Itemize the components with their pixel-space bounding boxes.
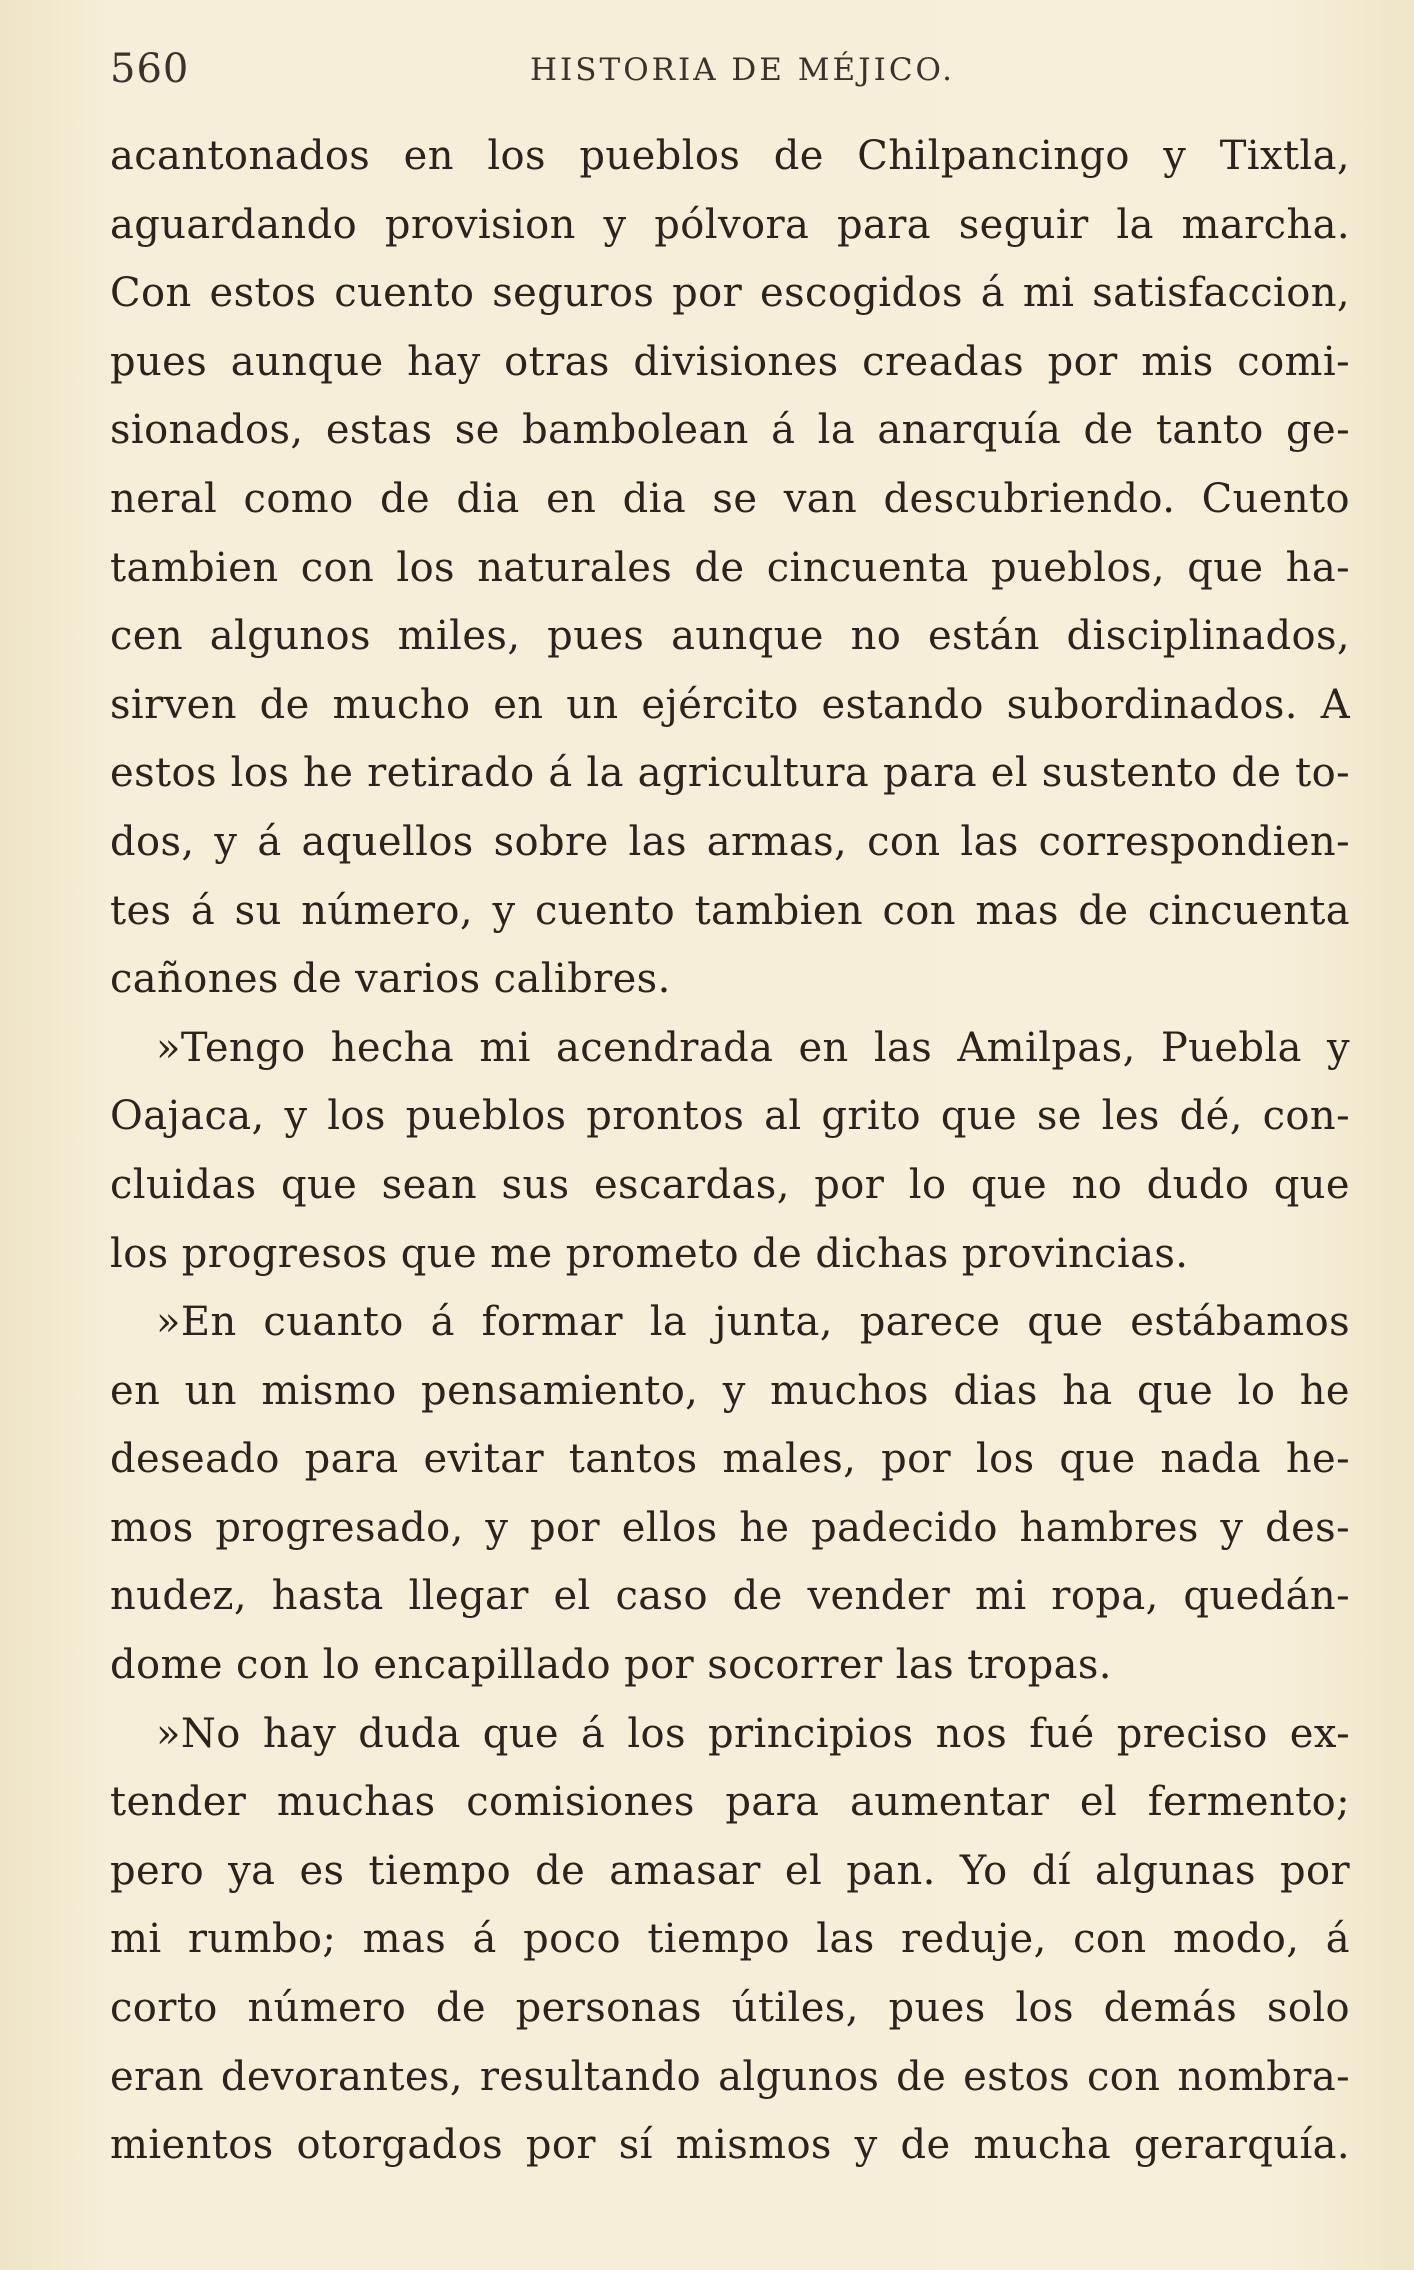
text-line: los progresos que me prometo de dichas provincias. (110, 1230, 1189, 1277)
body-text (110, 122, 1350, 2180)
page-number: 560 (110, 46, 190, 92)
text-line: mi rumbo; mas á poco tiempo las reduje, con modo, á (110, 1916, 1350, 1963)
text-line: mos progresado, y por ellos he padecido hambres y des- (110, 1504, 1350, 1551)
text-line: dome con lo encapillado por socorrer las tropas. (110, 1642, 1112, 1689)
text-line: sirven de mucho en un ejército estando subordinados. A (110, 681, 1350, 728)
text-line: deseado para evitar tantos males, por los que nada he- (110, 1436, 1350, 1483)
text-line: sionados, estas se bambolean á la anarquía de tanto ge- (110, 407, 1350, 454)
text-line: eran devorantes, resultando algunos de estos con nombra- (110, 2053, 1350, 2100)
text-line: Oajaca, y los pueblos prontos al grito que se les dé, con- (110, 1093, 1350, 1140)
text-line: »No hay duda que á los principios nos fué preciso ex- (156, 1710, 1350, 1757)
text-line: acantonados en los pueblos de Chilpancingo y Tixtla, (110, 133, 1350, 179)
text-line: dos, y á aquellos sobre las armas, con las correspondien- (110, 818, 1350, 865)
text-line: pues aunque hay otras divisiones creadas por mis comi- (110, 338, 1350, 385)
text-line: estos los he retirado á la agricultura para el sustento de to- (110, 750, 1350, 797)
text-line: »En cuanto á formar la junta, parece que estábamos (156, 1299, 1350, 1346)
text-line: neral como de dia en dia se van descubriendo. Cuento (110, 475, 1350, 522)
running-head: HISTORIA DE MÉJICO. (530, 52, 955, 88)
text-line: »Tengo hecha mi acendrada en las Amilpas, Puebla y (156, 1024, 1350, 1071)
text-line: corto número de personas útiles, pues los demás solo (110, 1985, 1350, 2032)
text-line: tender muchas comisiones para aumentar el fermento; (110, 1779, 1350, 1826)
text-line: cluidas que sean sus escardas, por lo que no dudo que (110, 1161, 1350, 1208)
text-line: Con estos cuento seguros por escogidos á mi satisfaccion, (110, 270, 1350, 317)
text-line: nudez, hasta llegar el caso de vender mi ropa, quedán- (110, 1573, 1350, 1620)
text-line: aguardando provision y pólvora para seguir la marcha. (110, 201, 1350, 248)
text-line: pero ya es tiempo de amasar el pan. Yo dí algunas por (110, 1847, 1350, 1894)
text-line: tambien con los naturales de cincuenta pueblos, que ha- (110, 544, 1350, 591)
text-line: cen algunos miles, pues aunque no están disciplinados, (110, 613, 1350, 660)
page-header (110, 42, 1350, 112)
text-line: tes á su número, y cuento tambien con mas de cincuenta (110, 887, 1350, 934)
text-line: mientos otorgados por sí mismos y de mucha gerarquía. (110, 2122, 1350, 2169)
text-line: cañones de varios calibres. (110, 956, 671, 1003)
text-line: en un mismo pensamiento, y muchos dias ha que lo he (110, 1367, 1350, 1414)
